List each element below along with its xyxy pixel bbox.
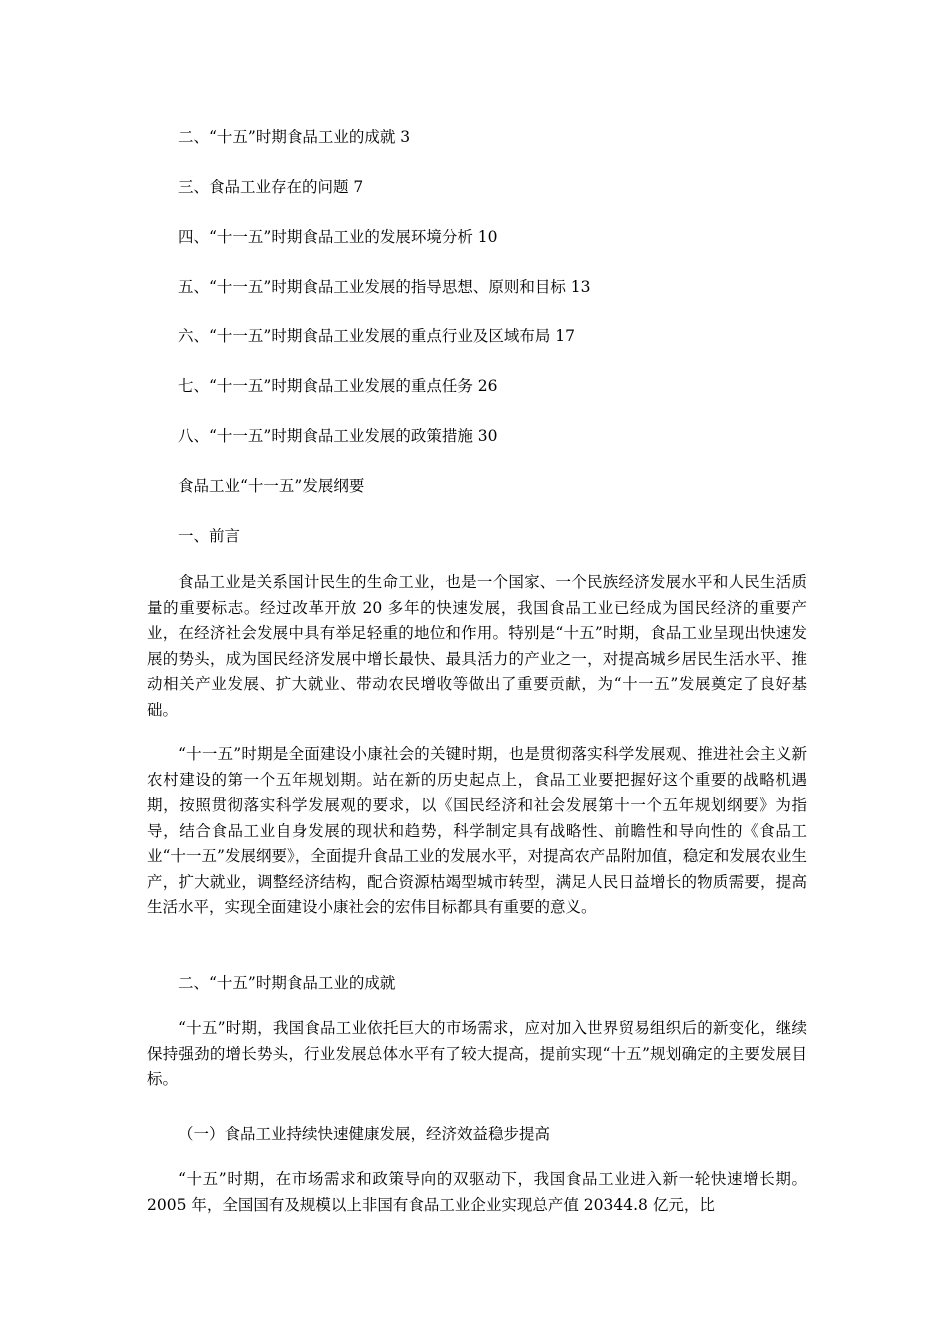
paragraph-preface-1: 食品工业是关系国计民生的生命工业，也是一个国家、一个民族经济发展水平和人民生活质量的重要标志。经过改革开放 20 多年的快速发展，我国食品工业已经成为国民经济的重要产业，在经济社会发展中具有举足轻重的地位和作用。特别是“十五”时期，食品工业呈现出快速发展的势头，成为国民经济发展中增长最快、最具活力的产业之一，对提高城乡居民生活水平、推动相关产业发展、扩大就业、带动农民增收等做出了重要贡献，为“十一五”发展奠定了良好基础。 bbox=[147, 573, 807, 719]
section-heading-preface: 一、前言 bbox=[178, 527, 241, 545]
paragraph-preface-2: “十一五”时期是全面建设小康社会的关键时期，也是贯彻落实科学发展观、推进社会主义新农村建设的第一个五年规划期。站在新的历史起点上，食品工业要把握好这个重要的战略机遇期，按照贯彻落实科学发展观的要求，以《国民经济和社会发展第十一个五年规划纲要》为指导，结合食品工业自身发展的现状和趋势，科学制定具有战略性、前瞻性和导向性的《食品工业“十一五”发展纲要》，全面提升食品工业的发展水平，对提高农产品附加值，稳定和发展农业生产，扩大就业，调整经济结构，配合资源枯竭型城市转型，满足人民日益增长的物质需要，提高生活水平，实现全面建设小康社会的宏伟目标都具有重要的意义。 bbox=[147, 745, 807, 916]
toc-item[interactable]: 五、“十一五”时期食品工业发展的指导思想、原则和目标 13 bbox=[178, 278, 591, 296]
toc-item[interactable]: 二、“十五”时期食品工业的成就 3 bbox=[178, 128, 411, 146]
toc-item[interactable]: 七、“十一五”时期食品工业发展的重点任务 26 bbox=[178, 377, 498, 395]
section-heading-achievements: 二、“十五”时期食品工业的成就 bbox=[178, 974, 396, 992]
document-title: 食品工业“十一五”发展纲要 bbox=[178, 477, 365, 495]
toc-item[interactable]: 三、食品工业存在的问题 7 bbox=[178, 178, 364, 196]
subsection-heading-1: （一）食品工业持续快速健康发展，经济效益稳步提高 bbox=[178, 1125, 551, 1143]
toc-item[interactable]: 八、“十一五”时期食品工业发展的政策措施 30 bbox=[178, 427, 498, 445]
toc-item[interactable]: 六、“十一五”时期食品工业发展的重点行业及区域布局 17 bbox=[178, 327, 576, 345]
paragraph-subsection-1: “十五”时期，在市场需求和政策导向的双驱动下，我国食品工业进入新一轮快速增长期。2005 年，全国国有及规模以上非国有食品工业企业实现总产值 20344.8 亿元，比 bbox=[147, 1170, 807, 1214]
paragraph-achievements-intro: “十五”时期，我国食品工业依托巨大的市场需求，应对加入世界贸易组织后的新变化，继续保持强劲的增长势头，行业发展总体水平有了较大提高，提前实现“十五”规划确定的主要发展目标。 bbox=[147, 1019, 807, 1088]
toc-item[interactable]: 四、“十一五”时期食品工业的发展环境分析 10 bbox=[178, 228, 498, 246]
